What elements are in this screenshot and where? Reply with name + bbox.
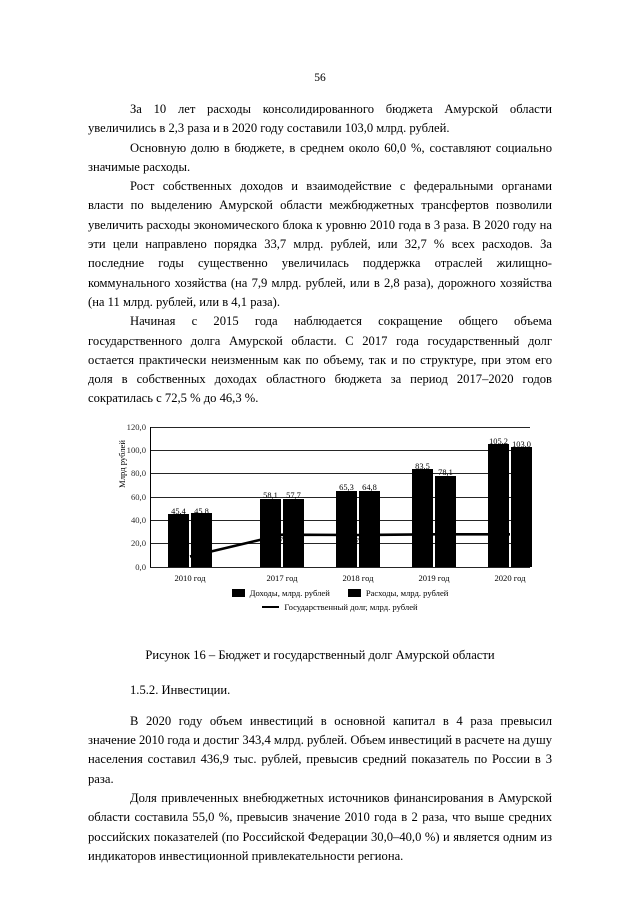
chart-ytick: 120,0 [126,421,146,432]
paragraph-3: Рост собственных доходов и взаимодействие с федеральными органами власти по выделению Амурской области межбюджетных трансфертов позволили увеличить расходы экономического блока к уровню 2010 года в 3 раза. В 2020 году на эти цели направлено порядка 33,7 млрд. рублей, или 32,7 % всех расходов. За последние годы существенно увеличилась поддержка отраслей жилищно-коммунального хозяйства (на 7,9 млрд. рублей, или в 2,8 раза), дорожного хозяйства (на 11 млрд. рублей, или в 4,1 раза). [88,179,552,309]
bar-label: 45,8 [194,506,209,516]
chart-ytick: 60,0 [130,491,146,502]
bar-label: 103,0 [512,439,531,449]
debt-line-series [150,427,530,567]
legend-label: Государственный долг, млрд. рублей [284,601,418,612]
paragraph-4: Начиная с 2015 года наблюдается сокращение общего объема государственного долга Амурской области. С 2017 года государственный долг остается практически неизменным как по объему, так и по структуре, при этом его доля в собственных доходах областного бюджета за период 2017–2020 годов сократилась с 72,5 % до 46,3 %. [88,314,552,406]
bar-label: 78,1 [438,467,453,477]
line-label: 27,4 [350,536,366,546]
chart-xtick: 2020 год [494,572,526,583]
chart-plot-area [126,421,531,583]
chart-legend [150,588,530,616]
chart-ytick: 40,0 [130,515,146,526]
gridline-baseline [135,561,530,572]
legend-line-icon [262,606,279,608]
chart-xtick: 2019 год [418,572,450,583]
bar-label: 83,5 [415,461,430,471]
paragraph-1: За 10 лет расходы консолидированного бюджета Амурской области увеличились в 2,3 раза и в 2020 году составили 103,0 млрд. рублей. [88,102,552,136]
chart-ytick: 100,0 [126,445,146,456]
bar-label: 45,4 [171,506,186,516]
legend-item-expense [348,588,449,598]
legend-swatch-icon [232,589,245,597]
figure-caption: Рисунок 16 – Бюджет и государственный долг Амурской области [145,647,495,662]
bar-label: 65,3 [339,482,354,492]
section-heading: 1.5.2. Инвестиции. [130,682,231,697]
chart-ytick: 80,0 [130,468,146,479]
chart-y-axis-label: Млрд рублей [117,439,127,488]
document-body [88,100,552,866]
chart-xtick: 2017 год [266,572,298,583]
bar-label: 64,8 [362,482,377,492]
paragraph-6: Доля привлеченных внебюджетных источников финансирования в Амурской области составила 55,0 %, превысив значение 2010 года в 2 раза, что выше средних российских показателей (по Российской Федерации 30,0–40,0 %) и является одним из индикаторов инвестиционной привлекательности региона. [88,790,552,863]
legend-item-income [232,588,330,598]
legend-label: Расходы, млрд. рублей [365,587,449,598]
legend-label: Доходы, млрд. рублей [249,587,330,598]
chart-ytick: 0,0 [135,561,146,572]
chart-xtick: 2010 год [174,572,206,583]
bar-label: 105,2 [489,436,508,446]
paragraph-5: В 2020 году объем инвестиций в основной капитал в 4 раза превысил значение 2010 года и достиг 343,4 млрд. рублей. Объем инвестиций в расчете на душу населения составил 436,9 тыс. рублей, превысив средний показатель по России в 3 раза. [88,713,552,786]
legend-swatch-icon [348,589,361,597]
paragraph-2: Основную долю в бюджете, в среднем около 60,0 %, составляют социально значимые расходы. [88,140,552,174]
chart-ytick: 20,0 [130,538,146,549]
legend-item-debt [262,602,417,612]
line-label: 27,7 [274,535,290,545]
page-number: 56 [314,72,326,84]
chart-xtick: 2018 год [342,572,374,583]
bar-label: 57,7 [286,490,301,500]
budget-debt-chart [88,421,552,630]
bar-label: 58,1 [263,490,278,500]
